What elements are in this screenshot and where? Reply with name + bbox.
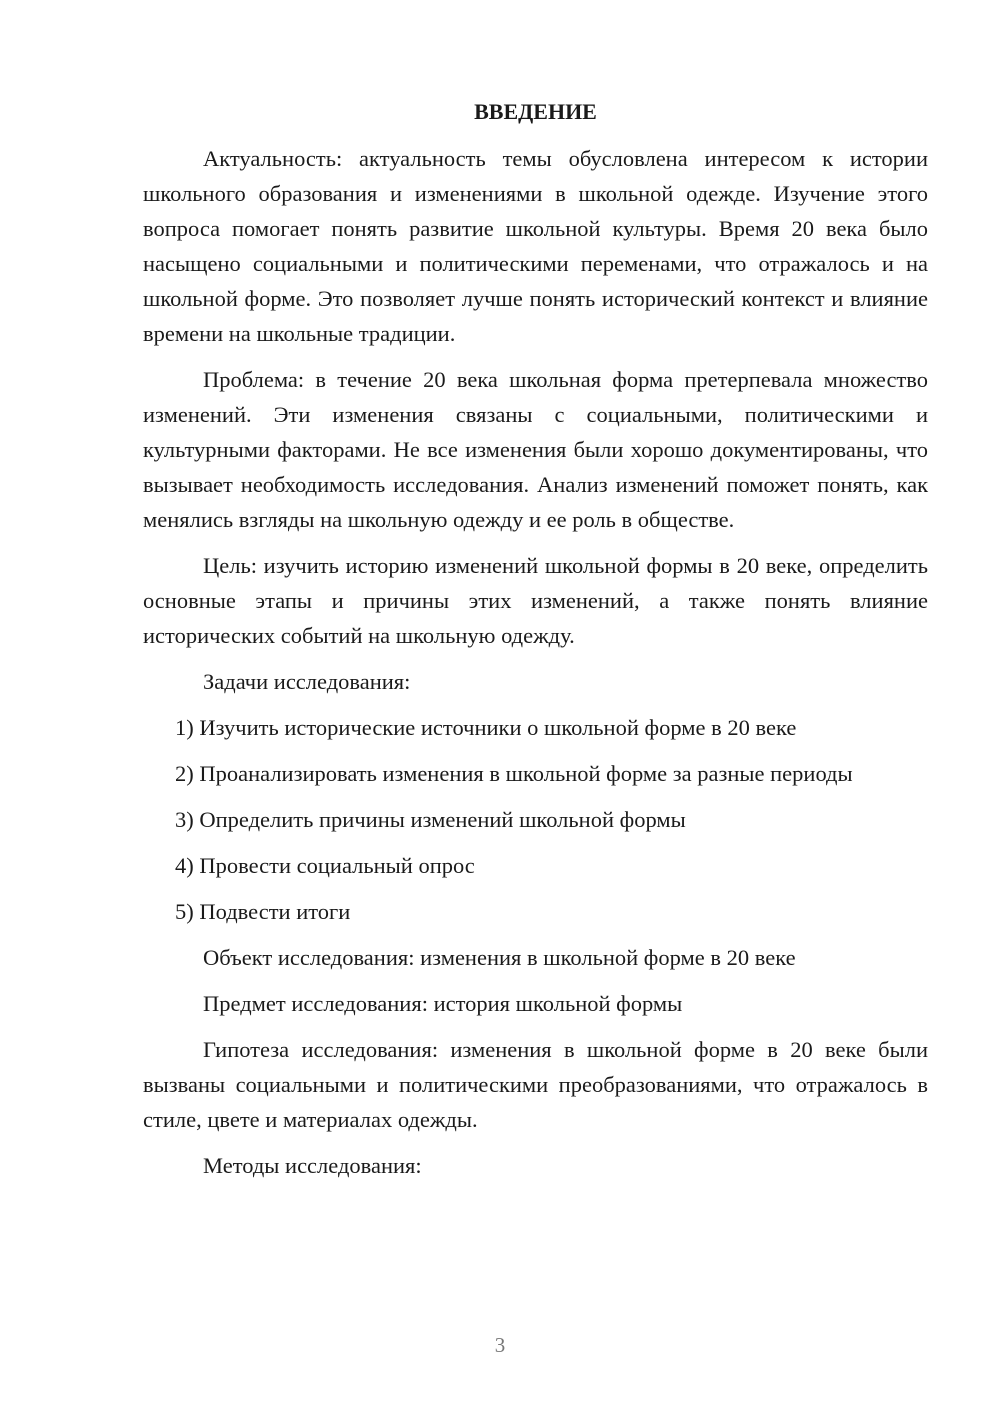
tasks-heading: Задачи исследования: [203, 669, 411, 694]
task-item: 5) Подвести итоги [175, 899, 351, 924]
task-item: 1) Изучить исторические источники о школьной форме в 20 веке [175, 715, 797, 740]
page-number: 3 [494, 1333, 506, 1357]
relevance-paragraph: Актуальность: актуальность темы обусловлена интересом к истории школьного образования и изменениями в школьной одежде. Изучение этого вопроса помогает понять развитие школьной культуры. Время 20 века было насыщено социальными и политическими переменами, что отражалось и на школьной форме. Это позволяет лучше понять исторический контекст и влияние времени на школьные традиции. [143, 146, 928, 346]
research-object: Объект исследования: изменения в школьной форме в 20 веке [203, 945, 796, 970]
page-title: ВВЕДЕНИЕ [474, 99, 597, 124]
task-item: 2) Проанализировать изменения в школьной форме за разные периоды [175, 761, 853, 786]
research-subject: Предмет исследования: история школьной формы [203, 991, 683, 1016]
task-item: 3) Определить причины изменений школьной формы [175, 807, 686, 832]
tasks-list [143, 710, 928, 929]
document-page [143, 94, 928, 1194]
methods-heading: Методы исследования: [203, 1153, 422, 1178]
goal-paragraph: Цель: изучить историю изменений школьной формы в 20 веке, определить основные этапы и причины этих изменений, а также понять влияние исторических событий на школьную одежду. [143, 553, 928, 648]
problem-paragraph: Проблема: в течение 20 века школьная форма претерпевала множество изменений. Эти изменения связаны с социальными, политическими и культурными факторами. Не все изменения были хорошо документированы, что вызывает необходимость исследования. Анализ изменений поможет понять, как менялись взгляды на школьную одежду и ее роль в обществе. [143, 367, 928, 532]
hypothesis-paragraph: Гипотеза исследования: изменения в школьной форме в 20 веке были вызваны социальными и политическими преобразованиями, что отражалось в стиле, цвете и материалах одежды. [143, 1037, 928, 1132]
task-item: 4) Провести социальный опрос [175, 853, 475, 878]
